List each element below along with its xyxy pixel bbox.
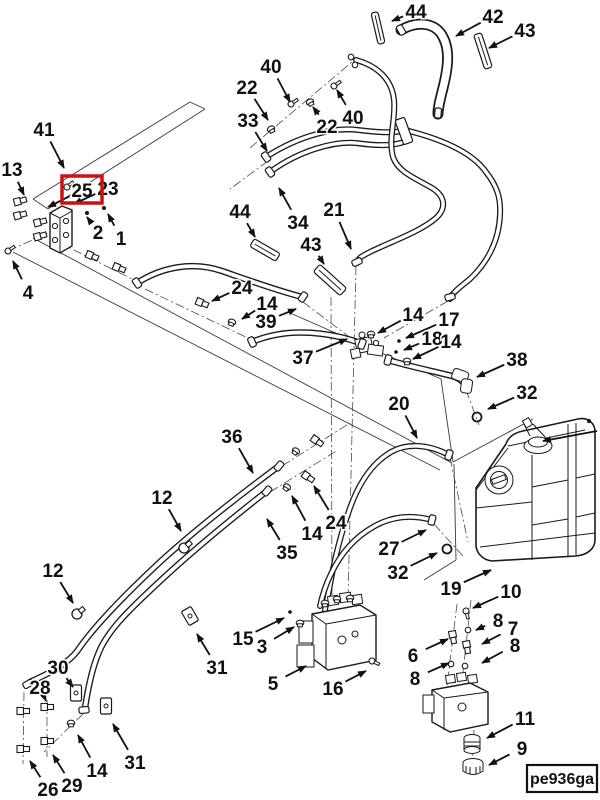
- callout-14: [292, 496, 323, 545]
- callout-11: [487, 709, 535, 738]
- nut-glyph: [403, 358, 411, 365]
- callout-26: [30, 761, 59, 800]
- strap-glyph: [250, 239, 280, 262]
- svg-text:14: 14: [86, 761, 108, 782]
- svg-text:27: 27: [378, 539, 400, 560]
- svg-text:10: 10: [500, 582, 522, 603]
- callout-21: [323, 200, 351, 249]
- callout-10: [473, 582, 522, 608]
- nut-glyph: [367, 331, 375, 338]
- callout-8: [410, 663, 449, 690]
- fit-glyph: [301, 471, 315, 484]
- fit-glyph: [41, 738, 54, 745]
- fit-glyph: [17, 746, 30, 753]
- svg-text:44: 44: [405, 2, 427, 23]
- strap-glyph: [371, 12, 385, 45]
- fit-glyph: [33, 231, 47, 241]
- callout-31: [197, 634, 228, 679]
- valve-block-2: [423, 672, 488, 774]
- fit-glyph: [195, 298, 209, 309]
- svg-text:43: 43: [514, 21, 536, 42]
- svg-text:41: 41: [33, 120, 55, 141]
- callout-14: [378, 305, 424, 333]
- drawing-id-text: pe936ga: [529, 771, 595, 788]
- svg-text:8: 8: [492, 611, 504, 632]
- svg-text:32: 32: [516, 383, 538, 404]
- svg-text:24: 24: [231, 278, 253, 299]
- callout-36: [221, 427, 253, 473]
- callout-39: [255, 309, 296, 333]
- svg-text:8: 8: [409, 669, 421, 690]
- cap-glyph: [351, 257, 363, 267]
- svg-text:30: 30: [47, 658, 69, 679]
- svg-text:14: 14: [402, 305, 424, 326]
- svg-text:23: 23: [97, 179, 119, 200]
- nut-glyph: [305, 98, 315, 108]
- callout-16: [322, 671, 366, 700]
- callout-42: [456, 7, 504, 36]
- callout-28: [29, 678, 50, 701]
- svg-text:3: 3: [256, 637, 268, 658]
- callout-14: [78, 735, 108, 782]
- svg-text:6: 6: [407, 646, 419, 667]
- oring-glyph: [443, 545, 452, 554]
- callout-31: [113, 724, 146, 774]
- clamp-glyph: [70, 604, 87, 621]
- oring-glyph: [473, 413, 482, 422]
- svg-text:22: 22: [316, 117, 338, 138]
- svg-text:4: 4: [22, 283, 34, 304]
- dot-glyph: [394, 350, 398, 354]
- tee-valve-assembly: [350, 332, 383, 359]
- nut-glyph: [333, 596, 341, 603]
- callout-33: [237, 111, 267, 151]
- callout-2: [87, 217, 103, 244]
- drawing-id-plate: [527, 765, 597, 792]
- fit-glyph: [13, 210, 27, 220]
- svg-text:32: 32: [387, 563, 409, 584]
- ball-glyph: [448, 661, 454, 667]
- callout-4: [13, 261, 34, 304]
- callout-13: [1, 160, 24, 195]
- svg-text:38: 38: [506, 350, 528, 371]
- svg-text:42: 42: [482, 7, 504, 28]
- svg-text:14: 14: [301, 524, 323, 545]
- cap-glyph: [428, 514, 437, 525]
- svg-text:17: 17: [438, 310, 460, 331]
- fit-glyph: [449, 630, 458, 644]
- svg-text:34: 34: [287, 213, 309, 234]
- callout-37: [292, 339, 347, 369]
- svg-text:12: 12: [42, 561, 64, 582]
- svg-text:25: 25: [71, 181, 93, 202]
- callout-35: [267, 519, 298, 564]
- svg-text:9: 9: [516, 739, 528, 760]
- svg-text:14: 14: [256, 294, 278, 315]
- svg-text:13: 13: [1, 160, 23, 181]
- callout-12: [42, 561, 73, 603]
- svg-text:5: 5: [267, 674, 279, 695]
- svg-text:44: 44: [229, 202, 251, 223]
- callout-12: [151, 488, 181, 531]
- callout-44: [392, 2, 427, 23]
- vent-fitting: [522, 418, 532, 428]
- svg-text:14: 14: [440, 332, 462, 353]
- fit-glyph: [85, 251, 99, 262]
- callout-32: [488, 383, 538, 409]
- svg-text:11: 11: [514, 709, 536, 730]
- svg-text:36: 36: [221, 427, 243, 448]
- cap-glyph: [434, 108, 441, 119]
- ball-glyph: [462, 663, 468, 669]
- callout-43: [300, 235, 324, 264]
- svg-text:16: 16: [322, 679, 344, 700]
- hoses: [30, 24, 500, 708]
- fuel-tank: [476, 418, 597, 561]
- nut-glyph: [321, 600, 329, 607]
- svg-text:19: 19: [440, 579, 462, 600]
- svg-text:20: 20: [388, 394, 410, 415]
- svg-text:15: 15: [232, 629, 254, 650]
- callout-24: [212, 278, 253, 301]
- dot-glyph: [288, 610, 292, 614]
- svg-text:29: 29: [61, 776, 83, 797]
- strap-glyph: [474, 33, 493, 70]
- fit-glyph: [13, 196, 27, 206]
- svg-text:31: 31: [124, 753, 146, 774]
- callout-1: [108, 214, 127, 250]
- callout-40: [337, 90, 364, 129]
- svg-text:2: 2: [92, 223, 104, 244]
- callout-22: [313, 107, 338, 138]
- dot-glyph: [397, 339, 401, 343]
- valve-block-1: [297, 592, 376, 670]
- ball-glyph: [348, 54, 354, 60]
- svg-text:37: 37: [292, 348, 314, 369]
- strap-glyph: [313, 264, 346, 296]
- svg-text:35: 35: [276, 543, 298, 564]
- hose-21: [356, 60, 443, 263]
- svg-text:21: 21: [323, 200, 345, 221]
- callout-38: [477, 350, 528, 377]
- svg-text:7: 7: [507, 619, 519, 640]
- svg-text:39: 39: [255, 312, 277, 333]
- svg-text:1: 1: [115, 229, 127, 250]
- svg-text:40: 40: [342, 108, 364, 129]
- svg-text:40: 40: [260, 57, 282, 78]
- callout-34: [279, 188, 309, 234]
- svg-text:22: 22: [236, 78, 258, 99]
- callout-27: [378, 530, 426, 560]
- elbow-fitting-38: [451, 368, 473, 394]
- fit-glyph: [310, 435, 324, 448]
- nut-glyph: [67, 720, 75, 727]
- brk2-glyph: [71, 685, 82, 701]
- bolt-glyph: [368, 657, 381, 667]
- svg-text:43: 43: [300, 235, 322, 256]
- callout-8: [476, 611, 503, 632]
- nut-glyph: [227, 318, 237, 327]
- fit-glyph: [33, 217, 47, 227]
- fit-glyph: [112, 263, 126, 274]
- brk2-glyph: [181, 606, 199, 625]
- svg-text:33: 33: [237, 111, 259, 132]
- callout-41: [33, 120, 64, 168]
- fit-glyph: [41, 704, 54, 711]
- svg-text:18: 18: [421, 329, 443, 350]
- callout-40: [260, 57, 290, 102]
- cap-glyph: [444, 293, 455, 302]
- fit-glyph: [463, 640, 472, 654]
- callout-9: [489, 739, 527, 765]
- svg-text:26: 26: [37, 780, 59, 800]
- cap-glyph: [79, 706, 90, 713]
- ball-glyph: [352, 62, 358, 68]
- bolt-glyph: [330, 79, 342, 90]
- nut-glyph: [346, 595, 354, 602]
- brk2-glyph: [101, 698, 112, 714]
- svg-text:12: 12: [151, 488, 173, 509]
- callout-19: [440, 570, 491, 600]
- fit-glyph: [17, 708, 30, 715]
- cap-glyph: [298, 291, 309, 303]
- ball-glyph: [465, 627, 471, 633]
- callout-3: [257, 627, 294, 658]
- svg-text:31: 31: [206, 658, 228, 679]
- callout-5: [268, 666, 306, 695]
- nut-glyph: [296, 620, 304, 627]
- svg-text:24: 24: [325, 513, 347, 534]
- svg-text:28: 28: [29, 678, 51, 699]
- callout-44: [229, 202, 255, 237]
- svg-text:8: 8: [509, 636, 521, 657]
- callout-6: [408, 639, 448, 667]
- bolt-glyph: [4, 244, 16, 255]
- nut-glyph: [282, 483, 292, 493]
